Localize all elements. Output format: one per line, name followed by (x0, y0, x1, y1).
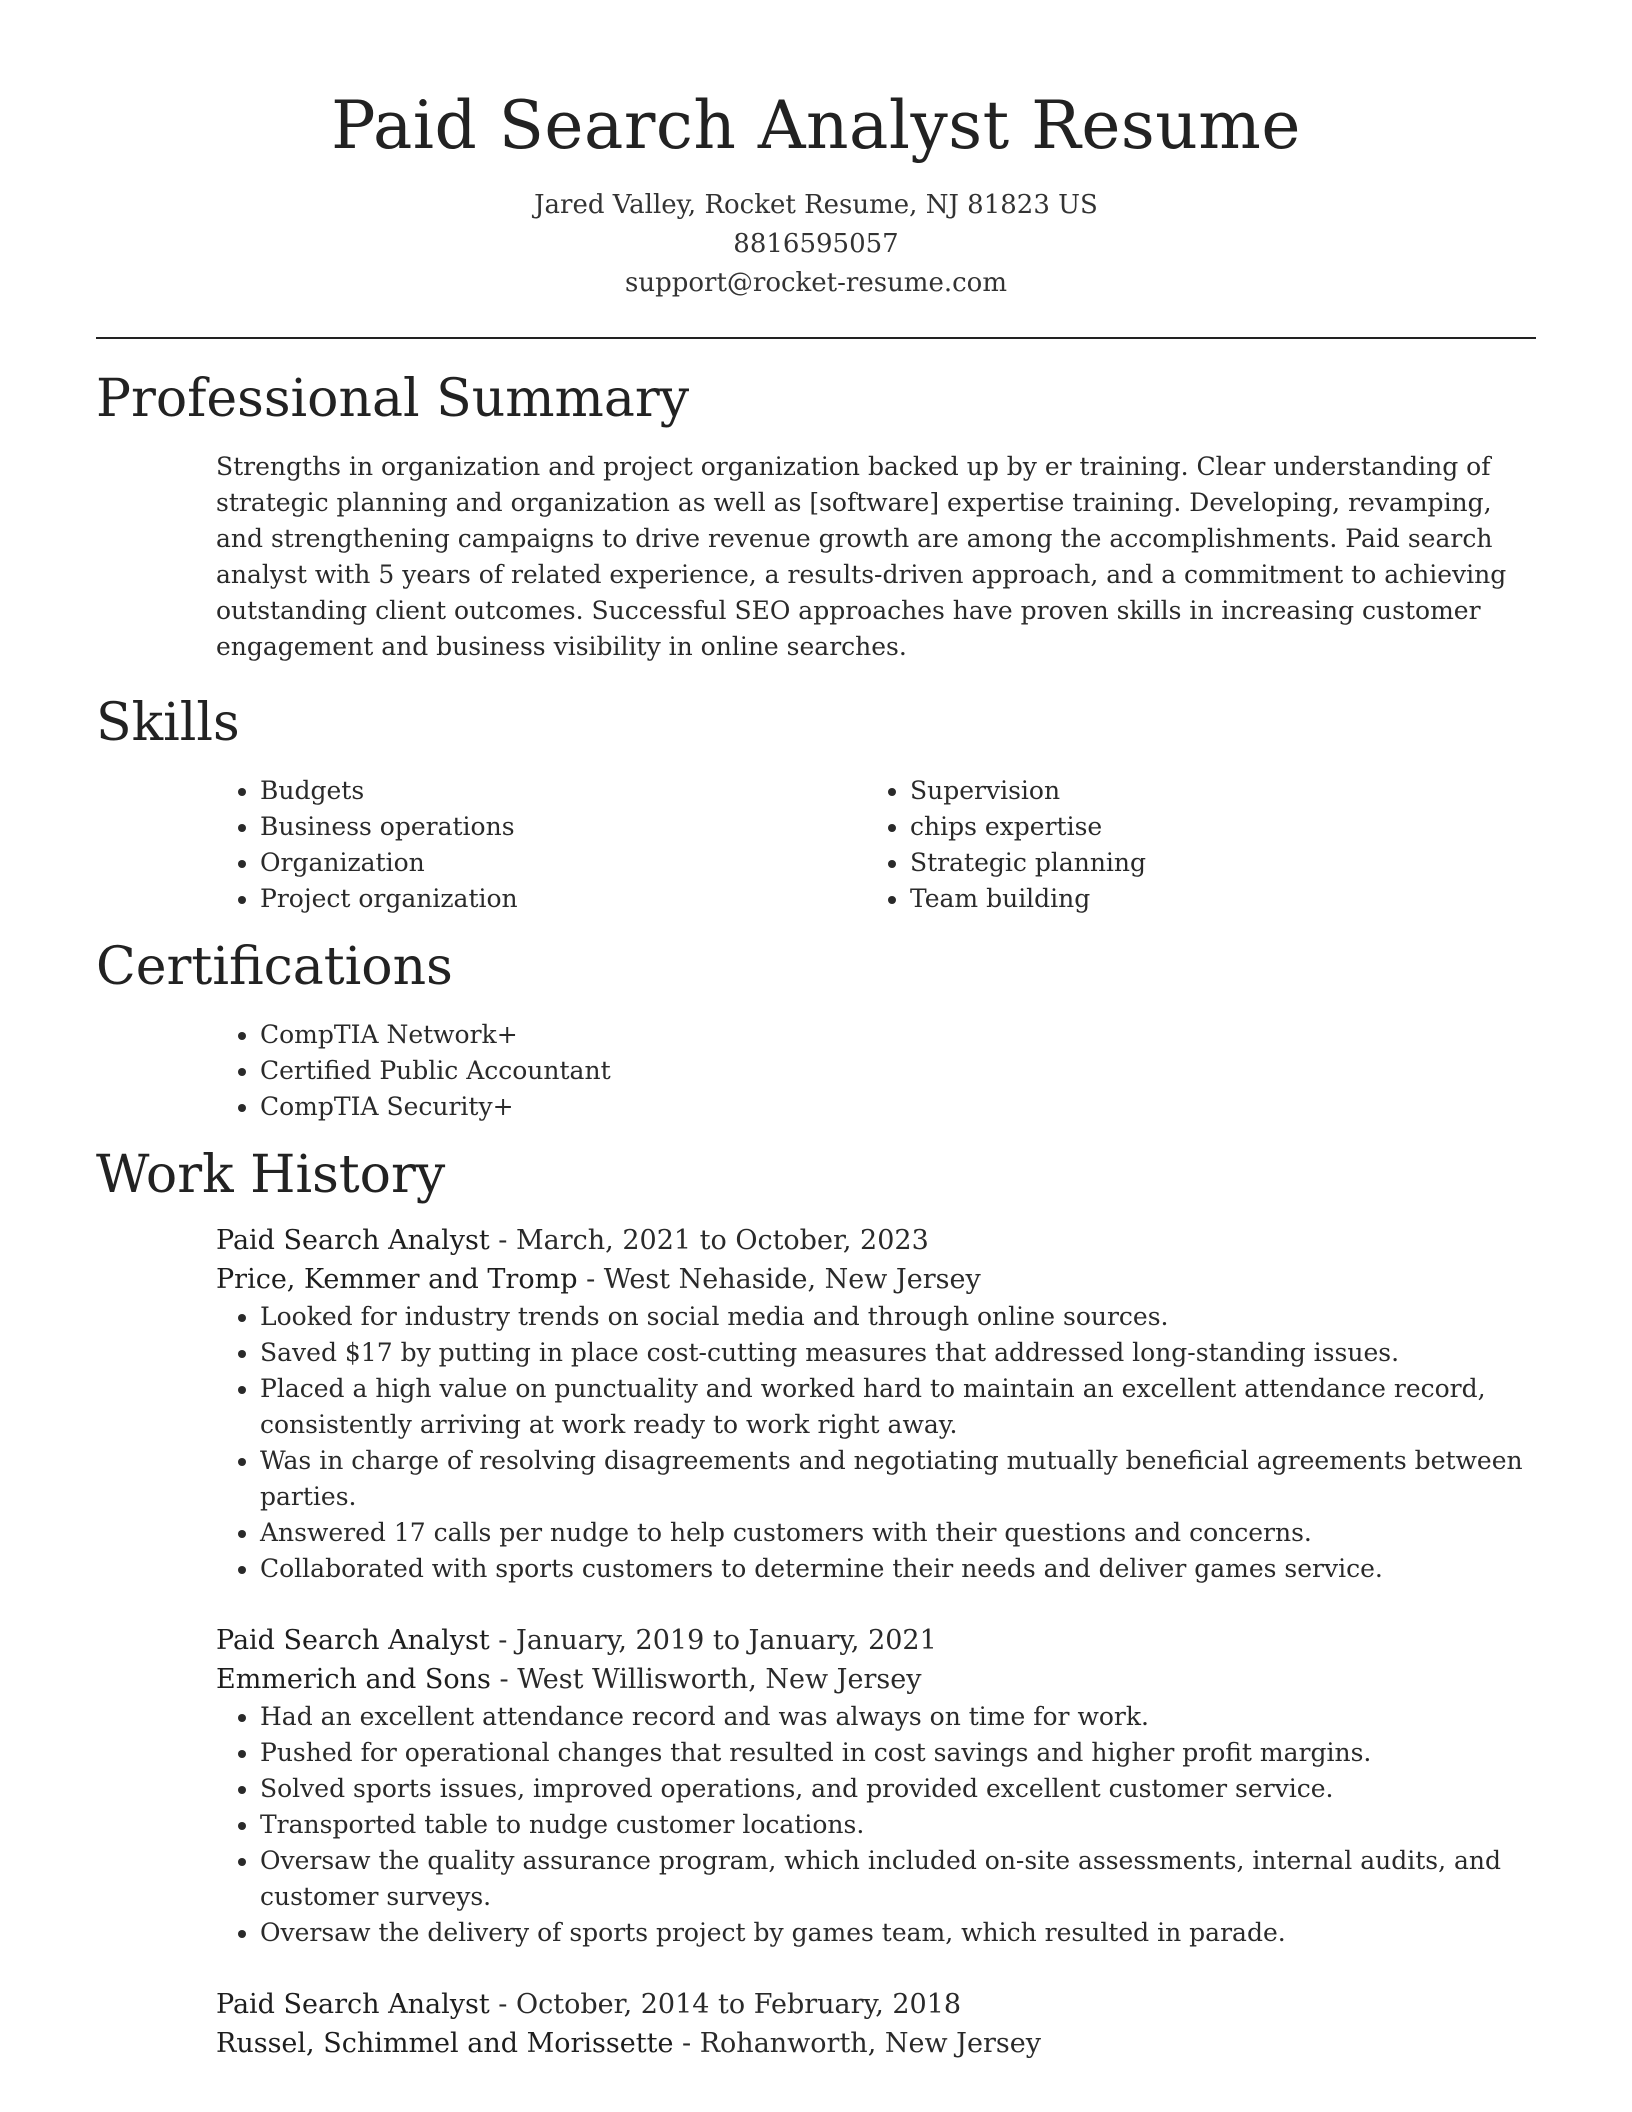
summary-section (96, 367, 1536, 665)
skill-item: • chips expertise (910, 809, 1516, 845)
separator: - (489, 1225, 517, 1256)
skill-item: • Strategic planning (910, 845, 1516, 881)
contact-phone: 8816595057 (733, 229, 899, 259)
skill-item: • Project organization (260, 881, 866, 917)
separator: - (673, 2028, 700, 2059)
job-bullet: • Placed a high value on punctuality and worked hard to maintain an excellent attendance record, consistently arriving at work ready to work right away. (260, 1371, 1536, 1443)
skills-heading: Skills (96, 693, 240, 753)
job-bullet: • Oversaw the delivery of sports project by games team, which resulted in parade. (260, 1915, 1536, 1951)
certification-item: • Certified Public Accountant (260, 1053, 1536, 1089)
job-company-line (216, 1660, 1536, 1699)
job-entry (96, 1221, 1536, 1587)
job-title-line (216, 1985, 1536, 2024)
job-bullets (216, 1699, 1536, 1951)
skill-item: • Budgets (260, 773, 866, 809)
skills-grid (96, 773, 1536, 917)
certifications-list (216, 1017, 1536, 1125)
summary-text: Strengths in organization and project organization backed up by er training. Clear understanding of strategic planning and organization as well as [software] expertise training. Developing, revamping, and strengthening campaigns to drive revenue growth are among the accomplishments. Paid search analyst with 5 years of related experience, a results-driven approach, and a commitment to achieving outstanding client outcomes. Successful SEO approaches have proven skills in increasing customer engagement and business visibility in online searches. (216, 452, 1507, 661)
job-bullet: • Collaborated with sports customers to determine their needs and deliver games service. (260, 1551, 1536, 1587)
job-bullet: • Looked for industry trends on social media and through online sources. (260, 1299, 1536, 1335)
job-entry (96, 1985, 1536, 2063)
header-divider (96, 337, 1536, 339)
skill-item: • Team building (910, 881, 1516, 917)
job-title: Paid Search Analyst (216, 1625, 490, 1656)
separator: - (577, 1264, 604, 1295)
job-title: Paid Search Analyst (216, 1989, 490, 2020)
job-title-line (216, 1221, 1536, 1260)
job-dates: October, 2014 to February, 2018 (516, 1989, 962, 2020)
skill-item: • Business operations (260, 809, 866, 845)
job-title-line (216, 1621, 1536, 1660)
job-location: West Willisworth, New Jersey (517, 1664, 922, 1695)
job-location: West Nehaside, New Jersey (603, 1264, 981, 1295)
certification-item: • CompTIA Network+ (260, 1017, 1536, 1053)
skill-item: • Organization (260, 845, 866, 881)
skills-column-right (866, 773, 1516, 917)
job-entry (96, 1621, 1536, 1951)
work-history-section (96, 1143, 1536, 2063)
job-bullet: • Was in charge of resolving disagreements and negotiating mutually beneficial agreements between parties. (260, 1443, 1536, 1515)
job-company: Price, Kemmer and Tromp (216, 1264, 578, 1295)
job-bullet: • Saved $17 by putting in place cost-cutting measures that addressed long-standing issues. (260, 1335, 1536, 1371)
job-dates: March, 2021 to October, 2023 (516, 1225, 929, 1256)
job-location: Rohanworth, New Jersey (699, 2028, 1041, 2059)
certifications-section (96, 935, 1536, 1125)
job-title: Paid Search Analyst (216, 1225, 490, 1256)
resume-title: Paid Search Analyst Resume (331, 87, 1301, 164)
skills-column-left (216, 773, 866, 917)
certifications-heading: Certifications (96, 937, 453, 997)
skill-item: • Supervision (910, 773, 1516, 809)
job-company: Emmerich and Sons (216, 1664, 491, 1695)
job-company-line (216, 2024, 1536, 2063)
job-bullet: • Had an excellent attendance record and was always on time for work. (260, 1699, 1536, 1735)
contact-email: support@rocket-resume.com (624, 268, 1007, 298)
work-history-heading: Work History (96, 1145, 446, 1205)
skills-section (96, 691, 1536, 917)
job-bullet: • Oversaw the quality assurance program, which included on-site assessments, internal audits, and customer surveys. (260, 1843, 1536, 1915)
contact-address: Jared Valley, Rocket Resume, NJ 81823 US (534, 190, 1098, 220)
certification-item: • CompTIA Security+ (260, 1089, 1536, 1125)
contact-block (96, 186, 1536, 303)
job-bullet: • Answered 17 calls per nudge to help customers with their questions and concerns. (260, 1515, 1536, 1551)
job-bullet: • Solved sports issues, improved operations, and provided excellent customer service. (260, 1771, 1536, 1807)
separator: - (489, 1625, 517, 1656)
job-bullets (216, 1299, 1536, 1587)
separator: - (489, 1989, 517, 2020)
job-company-line (216, 1260, 1536, 1299)
job-bullet: • Pushed for operational changes that resulted in cost savings and higher profit margins. (260, 1735, 1536, 1771)
job-bullet: • Transported table to nudge customer locations. (260, 1807, 1536, 1843)
summary-heading: Professional Summary (96, 369, 690, 429)
resume-header (96, 0, 1536, 303)
job-company: Russel, Schimmel and Morissette (216, 2028, 674, 2059)
separator: - (490, 1664, 518, 1695)
job-dates: January, 2019 to January, 2021 (516, 1625, 937, 1656)
